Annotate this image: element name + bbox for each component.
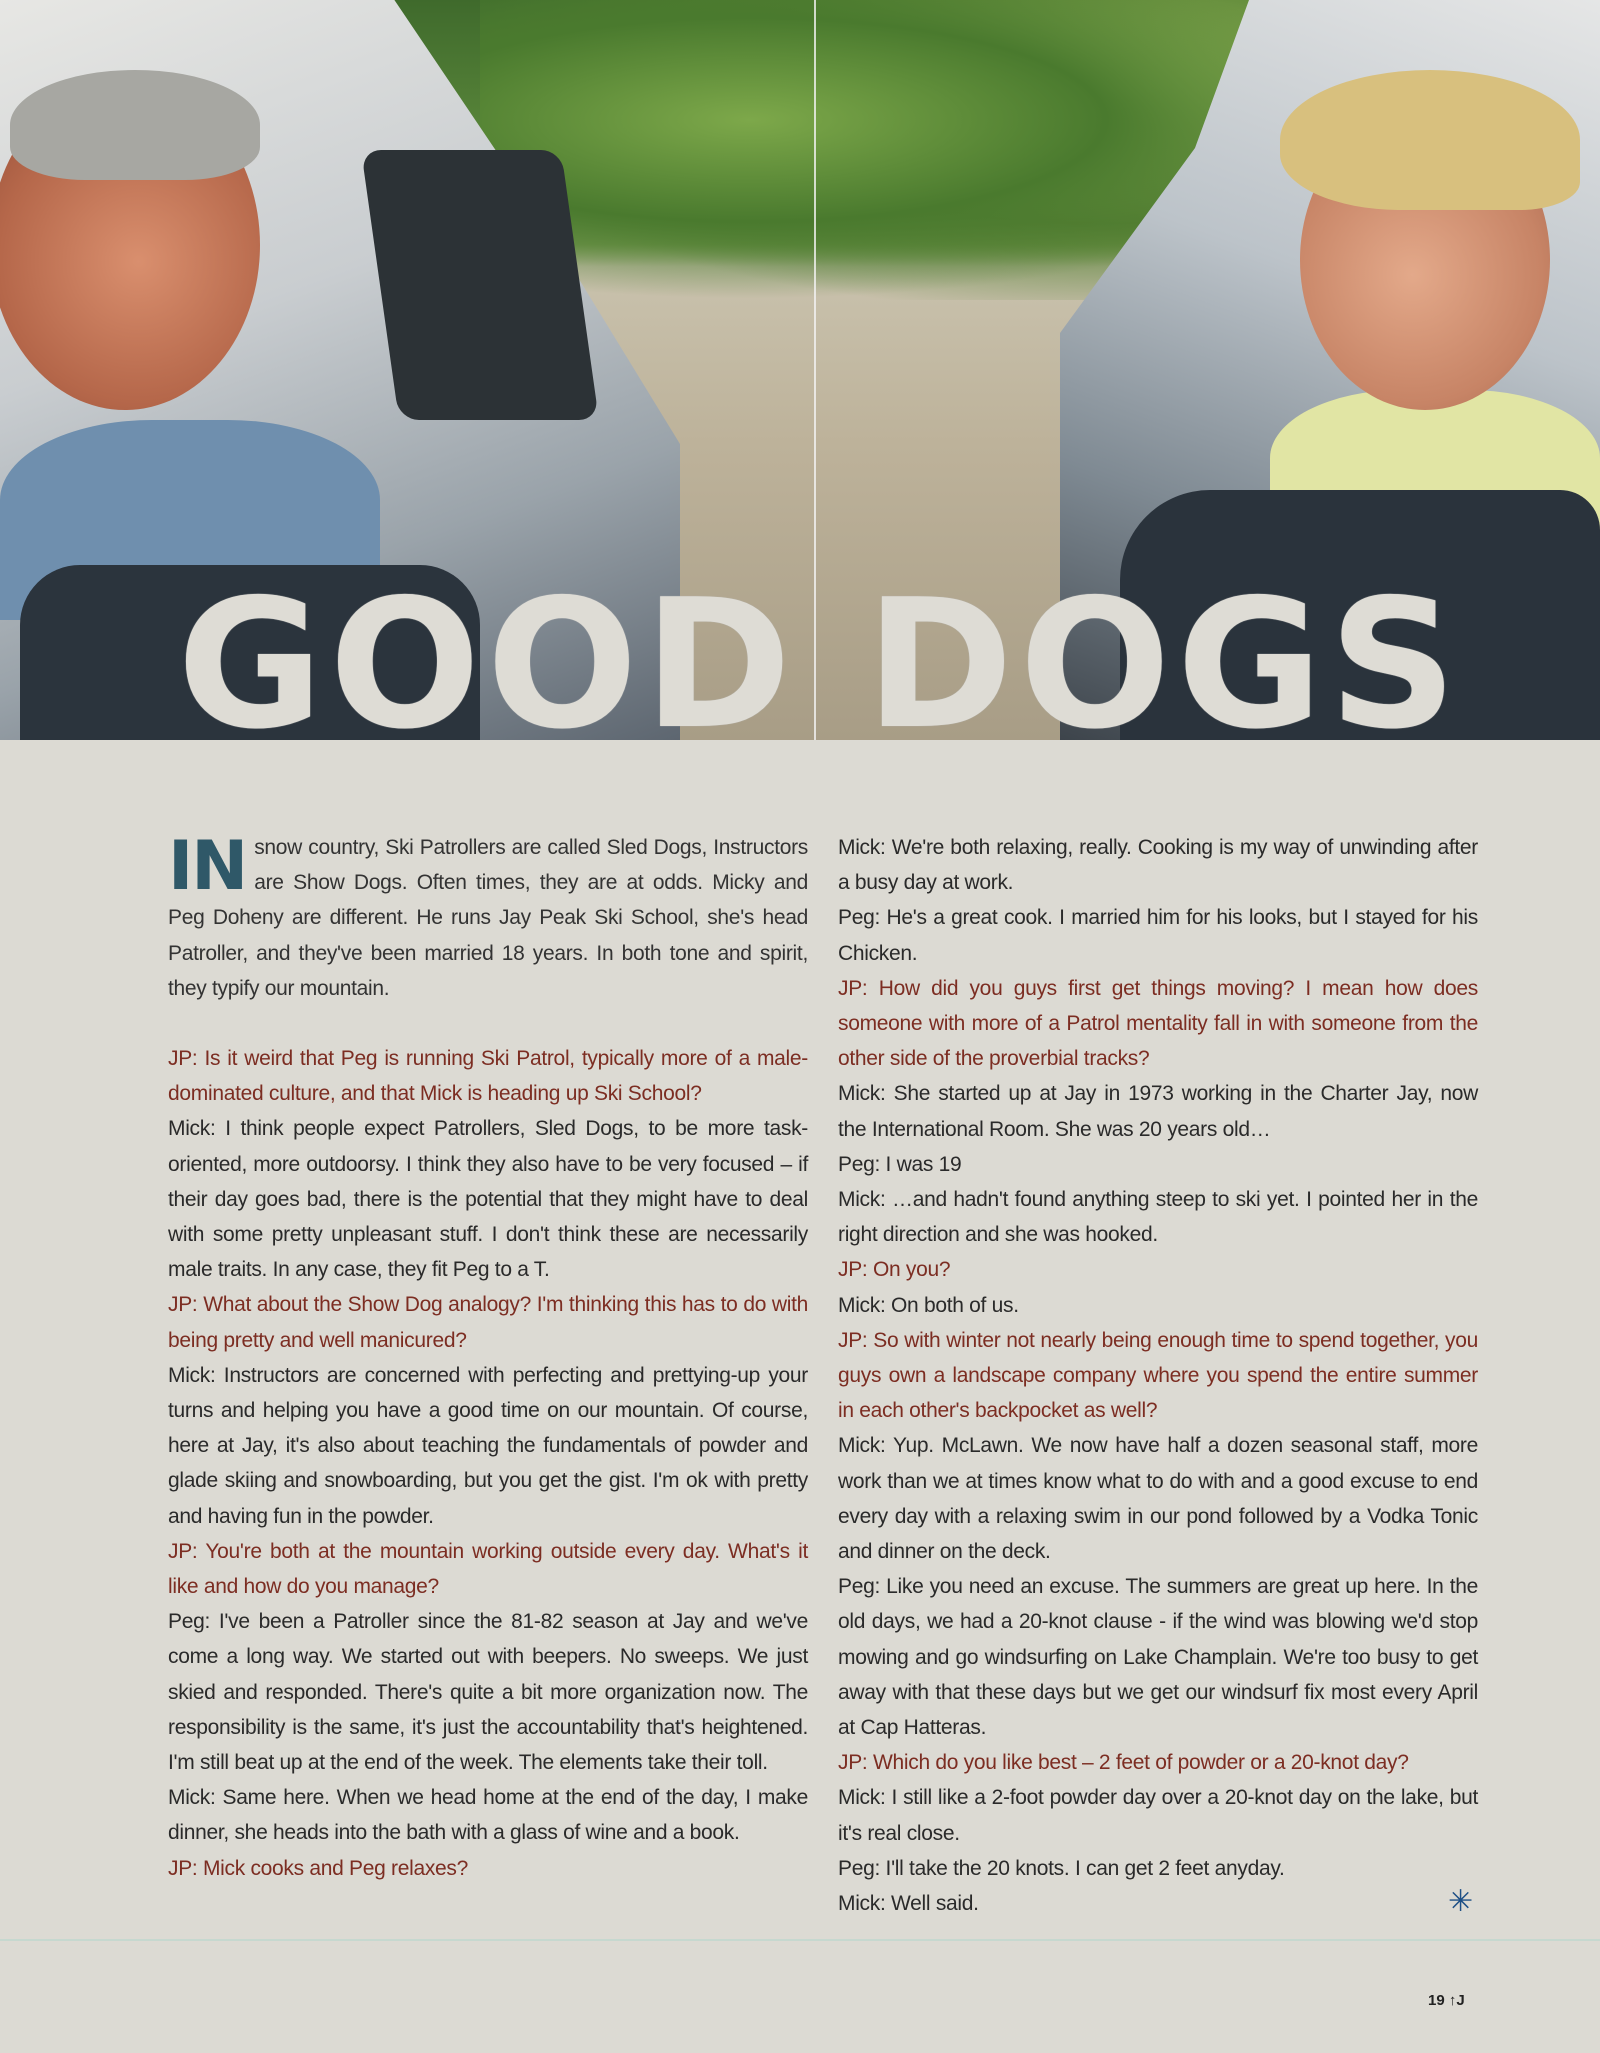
interview-answer: Mick: …and hadn't found anything steep to ski yet. I pointed her in the right direction and she was hooked. [838, 1188, 1478, 1247]
interview-question: JP: Which do you like best – 2 feet of powder or a 20-knot day? [838, 1751, 1409, 1775]
interview-answer: Peg: I was 19 [838, 1152, 962, 1176]
right-column [838, 830, 1478, 1921]
interview-question: JP: On you? [838, 1258, 951, 1282]
interview-answer: Peg: He's a great cook. I married him for his looks, but I stayed for his Chicken. [838, 906, 1478, 965]
interview-answer: Mick: I think people expect Patrollers, Sled Dogs, to be more task-oriented, more outdoorsy. I think they also have to be very focused – if their day goes bad, there is the potential that they might have to deal with some pretty unpleasant stuff. I don't think these are necessarily male traits. In any case, they fit Peg to a T. [168, 1117, 808, 1282]
interview-question: JP: So with winter not nearly being enough time to spend together, you guys own a landscape company where you spend the entire summer in each other's backpocket as well? [838, 1328, 1478, 1423]
interview-answer: Mick: She started up at Jay in 1973 working in the Charter Jay, now the International Room. She was 20 years old… [838, 1082, 1478, 1141]
woman-hair [1280, 70, 1580, 210]
page-number [1428, 1992, 1465, 2009]
intro-text: snow country, Ski Patrollers are called Sled Dogs, Instructors are Show Dogs. Often times, they are at odds. Micky and Peg Doheny are different. He runs Jay Peak Ski School, she's head Patroller, and they've been married 18 years. In both tone and spirit, they typify our mountain. [168, 836, 808, 1000]
headline: GOOD DOGS [177, 561, 1463, 768]
interview-question: JP: Mick cooks and Peg relaxes? [168, 1856, 469, 1880]
interview-answer: Mick: I still like a 2-foot powder day over a 20-knot day on the lake, but it's real close. [838, 1786, 1478, 1845]
interview-question: JP: Is it weird that Peg is running Ski Patrol, typically more of a male-dominated culture, and that Mick is heading up Ski School? [168, 1047, 808, 1106]
interview-answer: Mick: Same here. When we head home at the end of the day, I make dinner, she heads into the bath with a glass of wine and a book. [168, 1786, 808, 1845]
page-number-value: 19 [1428, 1992, 1445, 2009]
interview-answer: Mick: Yup. McLawn. We now have half a dozen seasonal staff, more work than we at times know what to do with and a good excuse to end every day with a relaxing swim in our pond followed by a Vodka Tonic and dinner on the deck. [838, 1434, 1478, 1564]
interview-question: JP: How did you guys first get things moving? I mean how does someone with more of a Patrol mentality fall in with someone from the other side of the proverbial tracks? [838, 976, 1478, 1071]
interview-answer: Mick: We're both relaxing, really. Cooking is my way of unwinding after a busy day at work. [838, 836, 1478, 895]
left-column [168, 827, 808, 1886]
drop-cap: IN [168, 827, 247, 906]
truck-window [361, 150, 599, 420]
interview-question: JP: What about the Show Dog analogy? I'm thinking this has to do with being pretty and well manicured? [168, 1293, 808, 1352]
interview-answer: Peg: I'll take the 20 knots. I can get 2 feet anyday. [838, 1856, 1285, 1880]
divider [0, 1939, 1600, 1941]
folio-mark: ↑J [1448, 1992, 1465, 2009]
interview-answer: Mick: Instructors are concerned with perfecting and prettying-up your turns and helping you have a good time on our mountain. Of course, here at Jay, it's also about teaching the fundamentals of powder and glade skiing and snowboarding, but you get the gist. I'm ok with pretty and having fun in the powder. [168, 1363, 808, 1528]
snowflake-icon: ✳ [1448, 1885, 1474, 1918]
interview-answer: Mick: Well said. [838, 1892, 979, 1916]
interview-answer: Peg: I've been a Patroller since the 81-82 season at Jay and we've come a long way. We started out with beepers. No sweeps. We just skied and responded. There's quite a bit more organization now. The responsibility is the same, it's just the accountability that's heightened. I'm still beat up at the end of the week. The elements take their toll. [168, 1610, 808, 1775]
interview-answer: Peg: Like you need an excuse. The summers are great up here. In the old days, we had a 20-knot clause - if the wind was blowing we'd stop mowing and go windsurfing on Lake Champlain. We're too busy to get away with that these days but we get our windsurf fix most every April at Cap Hatteras. [838, 1575, 1478, 1740]
intro-paragraph [168, 827, 808, 1006]
man-hair [10, 70, 260, 180]
interview-question: JP: You're both at the mountain working outside every day. What's it like and how do you manage? [168, 1539, 808, 1599]
interview-answer: Mick: On both of us. [838, 1293, 1019, 1317]
